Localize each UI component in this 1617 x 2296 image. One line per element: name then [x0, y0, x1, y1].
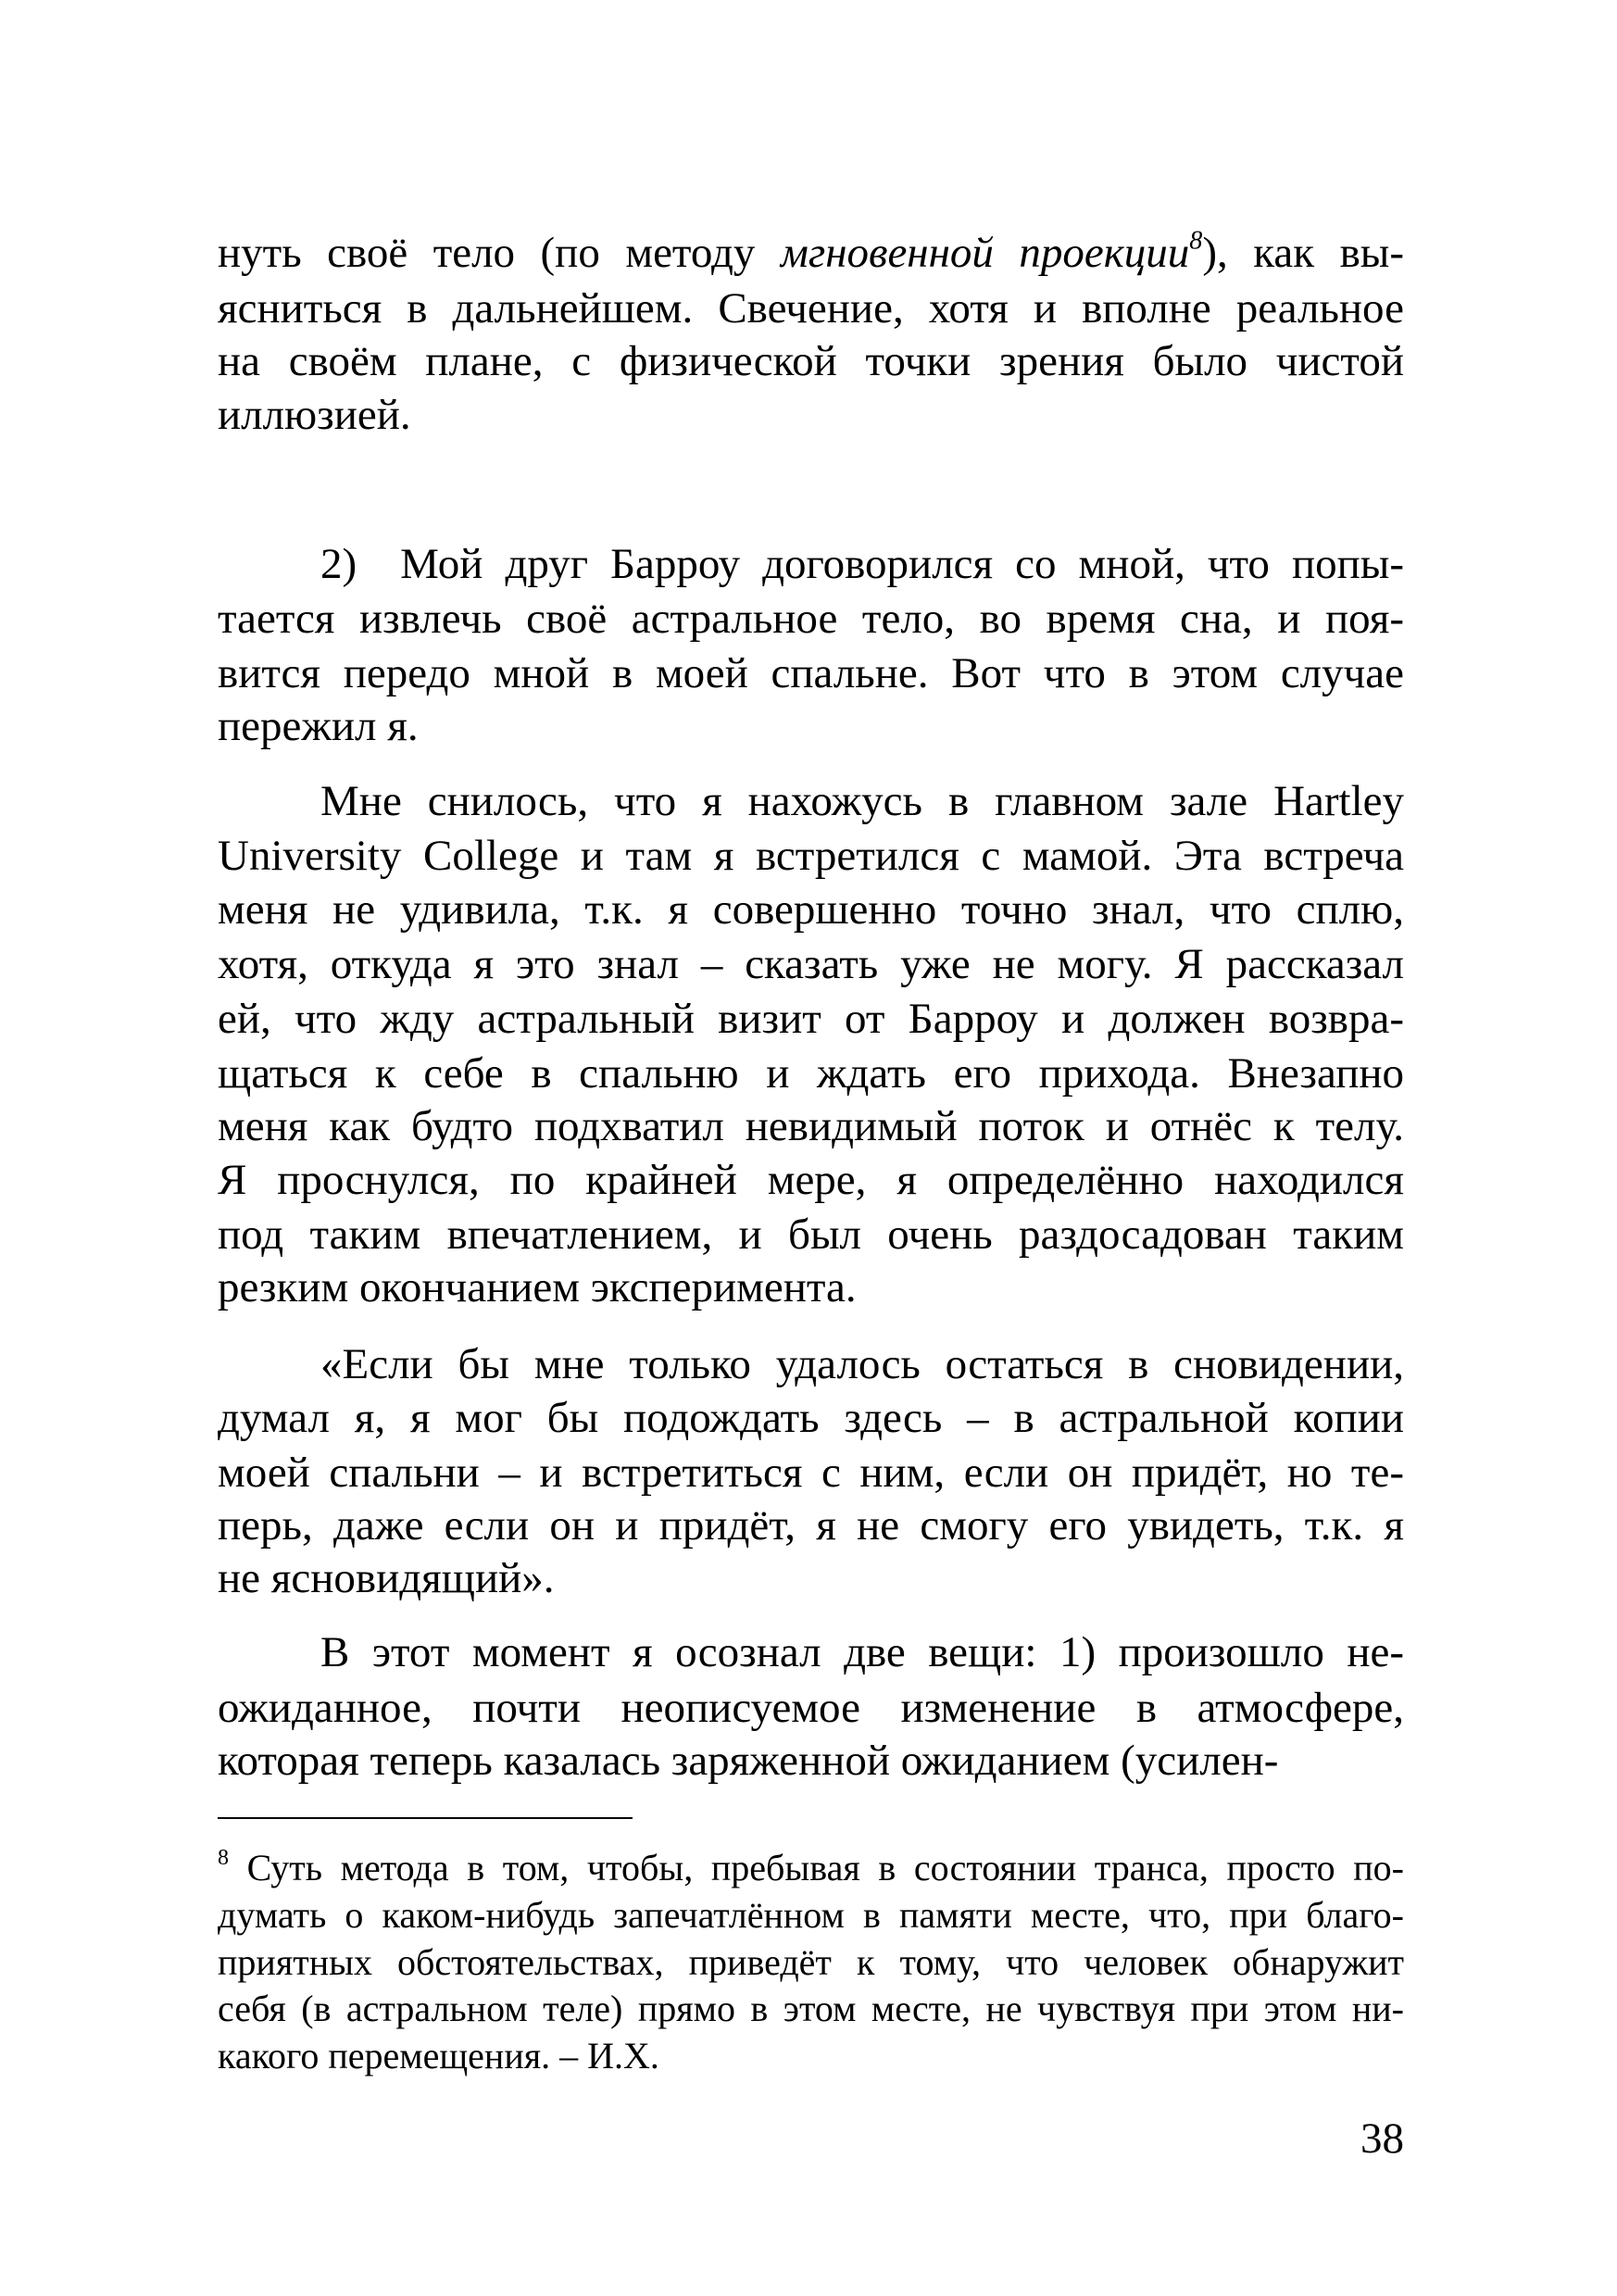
text-run: вится передо мной в моей спальне. Вот что в этом случае — [218, 649, 1404, 697]
text-run: какого перемещения. – И.Х. — [218, 2035, 659, 2076]
paragraph-line — [218, 1446, 1404, 1499]
paragraph-line — [320, 1337, 1404, 1391]
paragraph-line — [218, 699, 1404, 753]
paragraph-line — [218, 1047, 1404, 1100]
text-run: ), как вы- — [1202, 229, 1404, 277]
text-run: меня как будто подхватил невидимый поток и отнёс к телу. — [218, 1102, 1404, 1150]
text-run: себя (в астральном теле) прямо в этом месте, не чувствуя при этом ни- — [218, 1988, 1404, 2029]
footnote-marker: 8 — [1189, 226, 1203, 256]
paragraph-line — [218, 646, 1404, 700]
paragraph-line — [218, 1734, 1404, 1788]
text-run: которая теперь казалась заряженной ожиданием (усилен- — [218, 1737, 1279, 1785]
footnote-line — [218, 1892, 1404, 1938]
paragraph-line — [218, 1499, 1404, 1552]
page-number: 38 — [1360, 2114, 1404, 2163]
text-run: щаться к себе в спальню и ждать его прихода. Внезапно — [218, 1049, 1404, 1098]
text-run: 2) Мой друг Барроу договорился со мной, что попы- — [320, 540, 1404, 588]
paragraph-line — [218, 592, 1404, 646]
paragraph-line — [218, 1208, 1404, 1261]
footnote-line — [218, 1939, 1404, 1986]
text-run: думать о каком-нибудь запечатлённом в памяти месте, что, при благо- — [218, 1894, 1404, 1936]
paragraph-line — [218, 1551, 1404, 1605]
paragraph-line — [320, 1625, 1404, 1679]
paragraph-line — [218, 829, 1404, 883]
text-run: приятных обстоятельствах, приведёт к тому, что человек обнаружит — [218, 1941, 1404, 1983]
text-run: Мне снилось, что я нахожусь в главном зале Hartley — [320, 777, 1404, 825]
footnote-marker: 8 — [218, 1846, 229, 1871]
paragraph-line — [218, 1391, 1404, 1445]
paragraph-line — [218, 226, 1404, 280]
text-run: иллюзией. — [218, 391, 411, 439]
text-run: меня не удивила, т.к. я совершенно точно знал, что сплю, — [218, 885, 1404, 934]
text-run: ожиданное, почти неописуемое изменение в атмосфере, — [218, 1684, 1404, 1732]
text-run: ей, что жду астральный визит от Барроу и должен возвра- — [218, 995, 1404, 1043]
text-run: ясниться в дальнейшем. Свечение, хотя и вполне реальное — [218, 284, 1404, 332]
paragraph-line — [218, 1681, 1404, 1735]
footnote-line — [218, 1986, 1404, 2032]
text-run: перь, даже если он и придёт, я не смогу его увидеть, т.к. я — [218, 1501, 1404, 1549]
paragraph-line — [218, 1099, 1404, 1153]
paragraph-line — [218, 992, 1404, 1046]
footnote-divider — [218, 1817, 633, 1819]
text-run: на своём плане, с физической точки зрения было чистой — [218, 337, 1404, 385]
paragraph-line — [320, 537, 1404, 591]
text-run: В этот момент я осознал две вещи: 1) произошло не- — [320, 1628, 1404, 1676]
footnote-line — [218, 2033, 1404, 2079]
paragraph-line — [218, 388, 1404, 442]
text-run: «Если бы мне только удалось остаться в сновидении, — [320, 1340, 1404, 1388]
footnote-line — [218, 1845, 1404, 1891]
text-run: пережил я. — [218, 702, 419, 750]
text-run: хотя, откуда я это знал – сказать уже не могу. Я рассказал — [218, 940, 1404, 988]
paragraph-line — [218, 883, 1404, 936]
text-run: Суть метода в том, чтобы, пребывая в состоянии транса, просто по- — [229, 1847, 1404, 1888]
text-run: не ясновидящий». — [218, 1554, 555, 1602]
text-run: мгновенной проекции — [780, 229, 1190, 277]
text-run: нуть своё тело (по методу — [218, 229, 781, 277]
text-run: под таким впечатлением, и был очень раздосадован таким — [218, 1211, 1404, 1259]
paragraph-line — [218, 1153, 1404, 1207]
paragraph-line — [218, 334, 1404, 388]
text-run: тается извлечь своё астральное тело, во время сна, и поя- — [218, 595, 1404, 643]
text-run: резким окончанием эксперимента. — [218, 1263, 857, 1311]
text-run: думал я, я мог бы подождать здесь – в астральной копии — [218, 1394, 1404, 1442]
text-run: Я проснулся, по крайней мере, я определённо находился — [218, 1156, 1404, 1204]
text-run: моей спальни – и встретиться с ним, если он придёт, но те- — [218, 1449, 1404, 1497]
paragraph-line — [218, 282, 1404, 335]
paragraph-line — [218, 1261, 1404, 1314]
paragraph-line — [218, 937, 1404, 991]
text-run: University College и там я встретился с мамой. Эта встреча — [218, 832, 1404, 880]
paragraph-line — [320, 774, 1404, 828]
